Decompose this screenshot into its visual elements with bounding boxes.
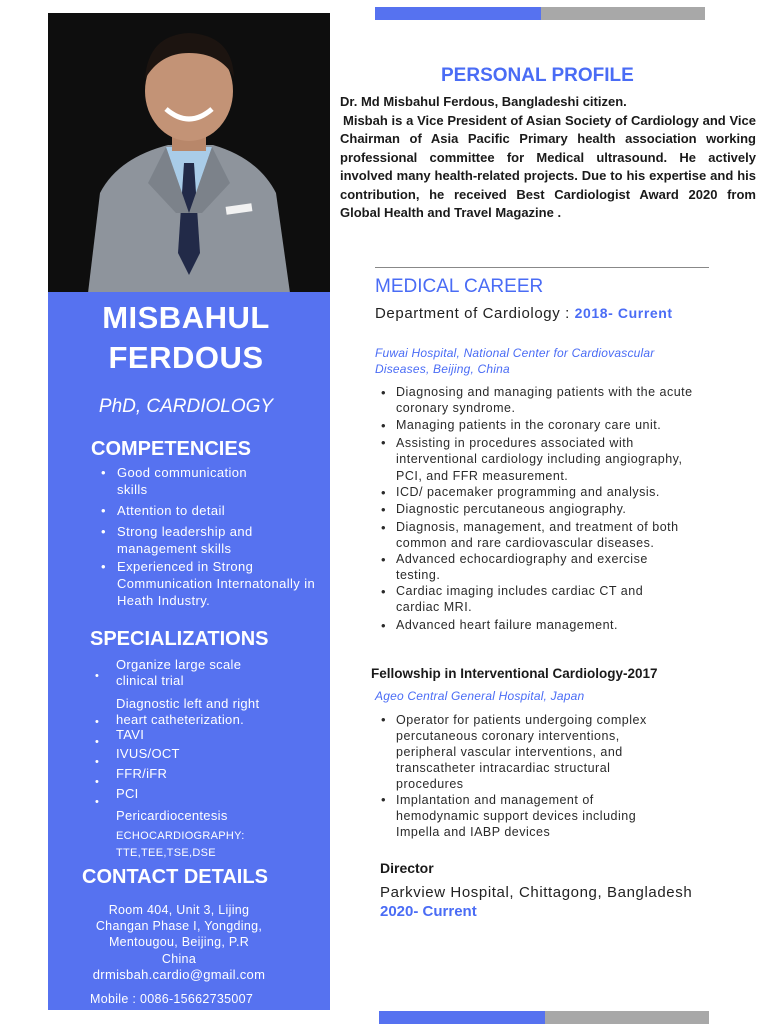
- department-line: [375, 305, 673, 322]
- divider: [375, 267, 709, 268]
- top-bar-gray: [541, 7, 705, 20]
- profile-body: Misbah is a Vice President of Asian Society of Cardiology and Vice Chairman of Asia Pacific Primary health association working professional committee for Medical ultrasound. He actively involved many health-related projects. Due to his expertise and his contribution, he received Best Cardiologist Award 2020 from Global Health and Travel Magazine .: [340, 112, 756, 220]
- top-bar-accent: [375, 7, 541, 20]
- email-link[interactable]: drmisbah.cardio@gmail.com: [92, 967, 266, 982]
- duty-item: • Implantation and management of hemodynamic support devices including Impella and IABP devices: [375, 792, 675, 840]
- specialization-item: IVUS/OCT: [116, 746, 180, 761]
- last-name: FERDOUS: [108, 340, 264, 375]
- bullet: •: [95, 670, 99, 682]
- department-label: Department of Cardiology :: [375, 305, 570, 322]
- duties-list: [375, 712, 675, 840]
- bullet: •: [95, 796, 99, 808]
- competencies-list: [97, 464, 316, 609]
- mobile-number: Mobile : 0086-15662735007: [90, 992, 254, 1006]
- portrait-photo: [48, 13, 330, 293]
- bullet: •: [95, 736, 99, 748]
- duty-item: • Advanced echocardiography and exercise testing.: [375, 552, 696, 583]
- department-period: 2018- Current: [574, 305, 673, 321]
- sidebar: [48, 292, 330, 1010]
- address-line: Mentougou, Beijing, P.R: [108, 935, 250, 949]
- director-place: Parkview Hospital, Chittagong, Bangladesh: [380, 884, 693, 901]
- bottom-bar-gray: [545, 1011, 709, 1024]
- bullet: •: [95, 776, 99, 788]
- bottom-bar-accent: [379, 1011, 545, 1024]
- specializations-heading: SPECIALIZATIONS: [90, 628, 269, 650]
- contact-heading: CONTACT DETAILS: [82, 866, 268, 888]
- duty-item: • Cardiac imaging includes cardiac CT and cardiac MRI.: [375, 584, 686, 615]
- bullet: •: [95, 756, 99, 768]
- specialization-item: TTE,TEE,TSE,DSE: [116, 847, 216, 859]
- duty-item: • Diagnostic percutaneous angiography.: [375, 502, 695, 518]
- duty-item: • Assisting in procedures associated with interventional cardiology including angiography, PCI, and FFR measurement.: [375, 435, 696, 485]
- director-label: Director: [380, 860, 434, 876]
- address-line: Changan Phase I, Yongding,: [95, 919, 263, 933]
- hospital-name: Ageo Central General Hospital, Japan: [375, 689, 585, 703]
- profile-intro: Dr. Md Misbahul Ferdous, Bangladeshi citizen.: [340, 94, 627, 109]
- fellowship-title: Fellowship in Interventional Cardiology-2017: [371, 666, 658, 681]
- first-name: MISBAHUL: [102, 300, 270, 335]
- person-silhouette-icon: [48, 13, 330, 293]
- address-line: Room 404, Unit 3, Lijing: [108, 903, 250, 917]
- competency-item: • Good communication skills: [97, 464, 267, 498]
- specialization-item: TAVI: [116, 727, 145, 742]
- director-period: 2020- Current: [380, 903, 477, 920]
- address-line: China: [161, 952, 197, 966]
- competency-item: • Attention to detail: [97, 502, 297, 519]
- hospital-name: Fuwai Hospital, National Center for Cardiovascular Diseases, Beijing, China: [375, 346, 655, 376]
- duty-item: • Managing patients in the coronary care unit.: [375, 418, 695, 434]
- competency-item: • Strong leadership and management skills: [97, 523, 277, 557]
- duty-item: • Advanced heart failure management.: [375, 618, 695, 634]
- specialization-item: Pericardiocentesis: [116, 808, 228, 823]
- specialization-item: Organize large scale clinical trial: [116, 657, 242, 688]
- specialization-item: FFR/iFR: [116, 766, 168, 781]
- specialization-item: Diagnostic left and right heart catheterization.: [116, 696, 260, 727]
- bullet: •: [95, 716, 99, 728]
- career-heading: MEDICAL CAREER: [375, 276, 544, 297]
- duty-item: • Diagnosing and managing patients with the acute coronary syndrome.: [375, 385, 695, 416]
- competencies-heading: COMPETENCIES: [91, 438, 252, 460]
- specialization-item: PCI: [116, 786, 139, 801]
- competency-item: • Experienced in Strong Communication Internatonally in Heath Industry.: [97, 558, 329, 609]
- profile-heading: PERSONAL PROFILE: [441, 65, 634, 86]
- degree: PhD, CARDIOLOGY: [98, 396, 274, 417]
- duty-item: • ICD/ pacemaker programming and analysis.: [375, 485, 695, 501]
- profile-text: [340, 93, 756, 223]
- specialization-item: ECHOCARDIOGRAPHY:: [116, 830, 245, 842]
- duty-item: • Diagnosis, management, and treatment of both common and rare cardiovascular diseases.: [375, 520, 692, 551]
- duties-list: [375, 385, 695, 634]
- duty-item: • Operator for patients undergoing complex percutaneous coronary interventions, peripheral vascular interventions, and transcatheter intracardiac structural procedures: [375, 712, 675, 792]
